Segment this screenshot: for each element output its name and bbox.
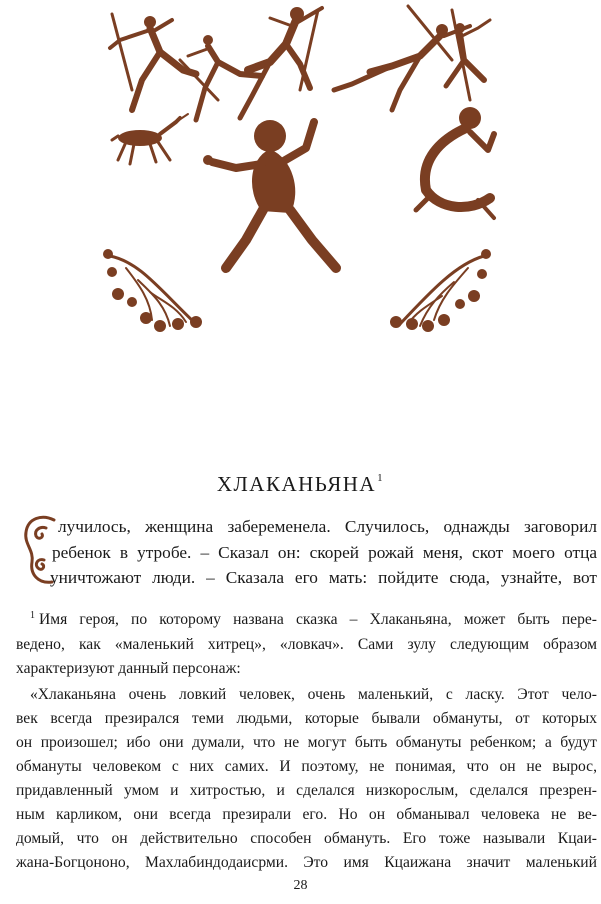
central-figure [203,120,336,268]
footnote-line: жана-Богцононо, Махлабиндодаисрми. Это имя Кцаижана значит маленький [16,854,597,871]
footnote-line: домый, что он действительно способен обмануть. Его тоже называли Кцаи- [16,830,597,847]
antelope-figure [112,114,188,164]
page-number: 28 [293,878,308,893]
hunter-figure [180,35,262,120]
footnote-line: век всегда презирался теми людьми, которые бывали обмануты, от которых [16,710,597,727]
footnote-line: обмануты человеком с них самих. И поэтому, не понимая, что он не вырос, [16,758,597,775]
footnote-line: он произошел; ибо они думали, что не могут быть обмануты ребенком; а будут [16,734,597,751]
story-title-text: ХЛАКАНЬЯНА [216,472,377,496]
footnote-line: придавленный умом и хитростью, и сделался низкорослым, сделался презрен- [16,782,597,799]
footnote-line [30,609,597,633]
main-text-line: лучилось, женщина забеременела. Случилось, однажды заговорил [58,517,597,536]
footnote-line-text: Имя героя, по которому названа сказка – Хлаканьяна, может быть пере- [39,611,597,628]
footnote-line: характеризуют данный персонаж: [16,660,241,677]
hunter-figure [334,6,470,110]
title-footnote-mark: 1 [377,472,385,484]
crouching-figure [416,107,494,218]
rock-art-illustration [0,0,601,350]
footnote-line: ведено, как «маленький хитрец», «ловкач». Сами зулу следующим образом [16,636,597,653]
main-text-line: уничтожают люди. – Сказала его мать: пойдите сюда, узнайте, вот [50,568,597,587]
footnote-line: ным карликом, они всегда презирали его. Но он обманывал человека не ве- [16,806,597,823]
footnote-line: «Хлаканьяна очень ловкий человек, очень маленький, с ласку. Этот чело- [30,686,597,703]
footnote-mark: 1 [30,610,35,621]
hunter-figure [446,10,490,100]
main-text-line: ребенок в утробе. – Сказал он: скорей рожай меня, скот моего отца [52,543,597,562]
running-figure [240,7,322,118]
story-title [0,472,601,497]
